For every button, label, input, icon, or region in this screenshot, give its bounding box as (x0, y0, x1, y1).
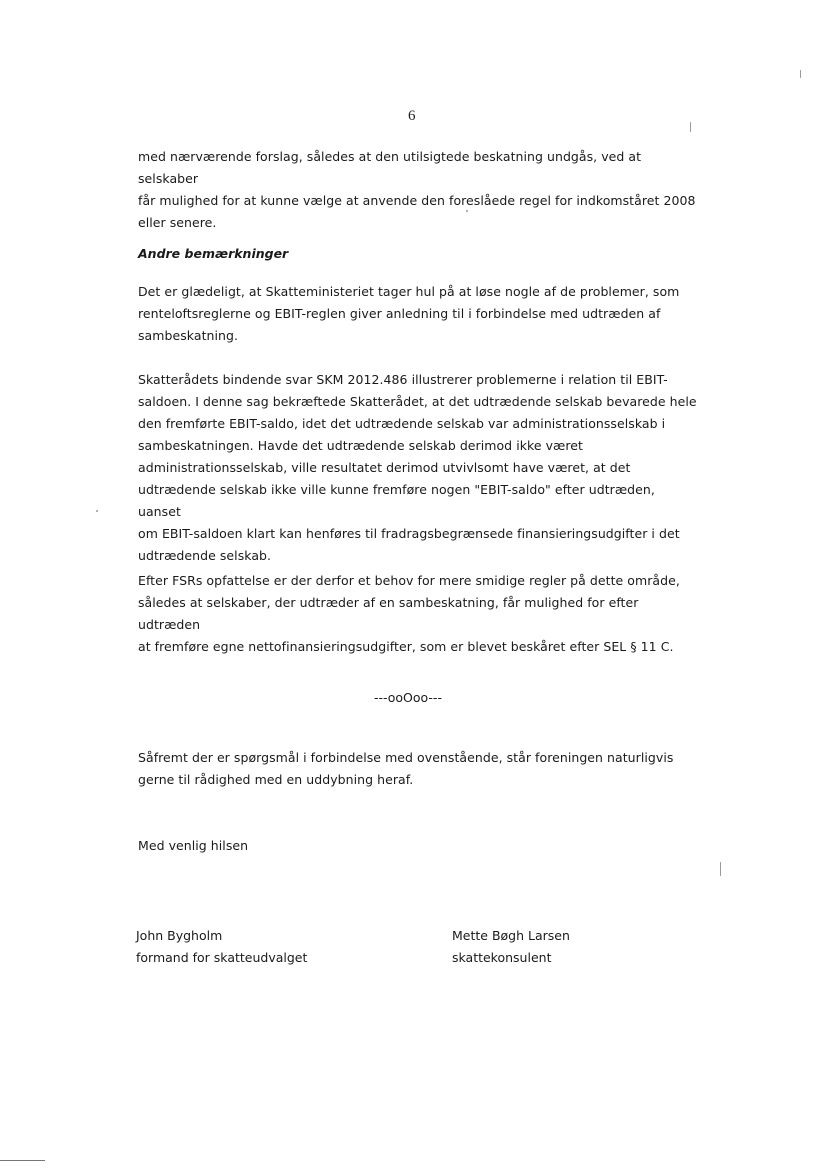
signatory-title: skattekonsulent (452, 950, 552, 965)
scan-speck (96, 510, 98, 512)
closing-greeting: Med venlig hilsen (138, 838, 249, 853)
scan-speck (690, 122, 691, 132)
signatory-title: formand for skatteudvalget (136, 950, 308, 965)
paragraph-intro: med nærværende forslag, således at den utilsigtede beskatning undgås, ved at selskaber får mulighed for at kunne vælge at anvende den foreslåede regel for indkomståret 2008 eller senere. (138, 149, 696, 230)
section-heading: Andre bemærkninger (138, 246, 289, 261)
paragraph-ruling: Skatterådets bindende svar SKM 2012.486 illustrerer problemerne i relation til EBIT- saldoen. I denne sag bekræftede Skatterådet, at det udtrædende selskab bevarede hele den fremførte EBIT-saldo, idet det udtrædende selskab var administrationsselskab i sambeskatningen. Havde det udtrædende selskab derimod ikke været administrationsselskab, ville resultatet derimod utvivlsomt have været, at det udtrædende selskab ikke ville kunne fremføre nogen "EBIT-saldo" efter udtræden, uanset om EBIT-saldoen klart kan henføres til fradragsbegrænsede finansieringsudgifter i det udtrædende selskab. (138, 372, 697, 563)
scan-edge-line (0, 1160, 45, 1161)
scan-speck (720, 862, 721, 876)
scan-speck (466, 210, 468, 212)
signature-block-right (452, 925, 570, 969)
paragraph-opinion: Efter FSRs opfattelse er der derfor et behov for mere smidige regler på dette område, således at selskaber, der udtræder af en sambeskatning, får mulighed for efter udtræden at fremføre egne nettofinansieringsudgifter, som er blevet beskåret efter SEL § 11 C. (138, 573, 680, 654)
signatory-name: Mette Bøgh Larsen (452, 928, 570, 943)
paragraph-remarks: Det er glædeligt, at Skatteministeriet tager hul på at løse nogle af de problemer, som renteloftsreglerne og EBIT-reglen giver anledning til i forbindelse med udtræden af sambeskatning. (138, 284, 680, 343)
signature-block-left (136, 925, 307, 969)
paragraph-questions: Såfremt der er spørgsmål i forbindelse med ovenstående, står foreningen naturligvis gerne til rådighed med en uddybning heraf. (138, 750, 674, 787)
section-divider: ---ooOoo--- (374, 690, 442, 705)
signatory-name: John Bygholm (136, 928, 223, 943)
scan-speck (800, 70, 801, 78)
page-number: 6 (408, 108, 416, 124)
